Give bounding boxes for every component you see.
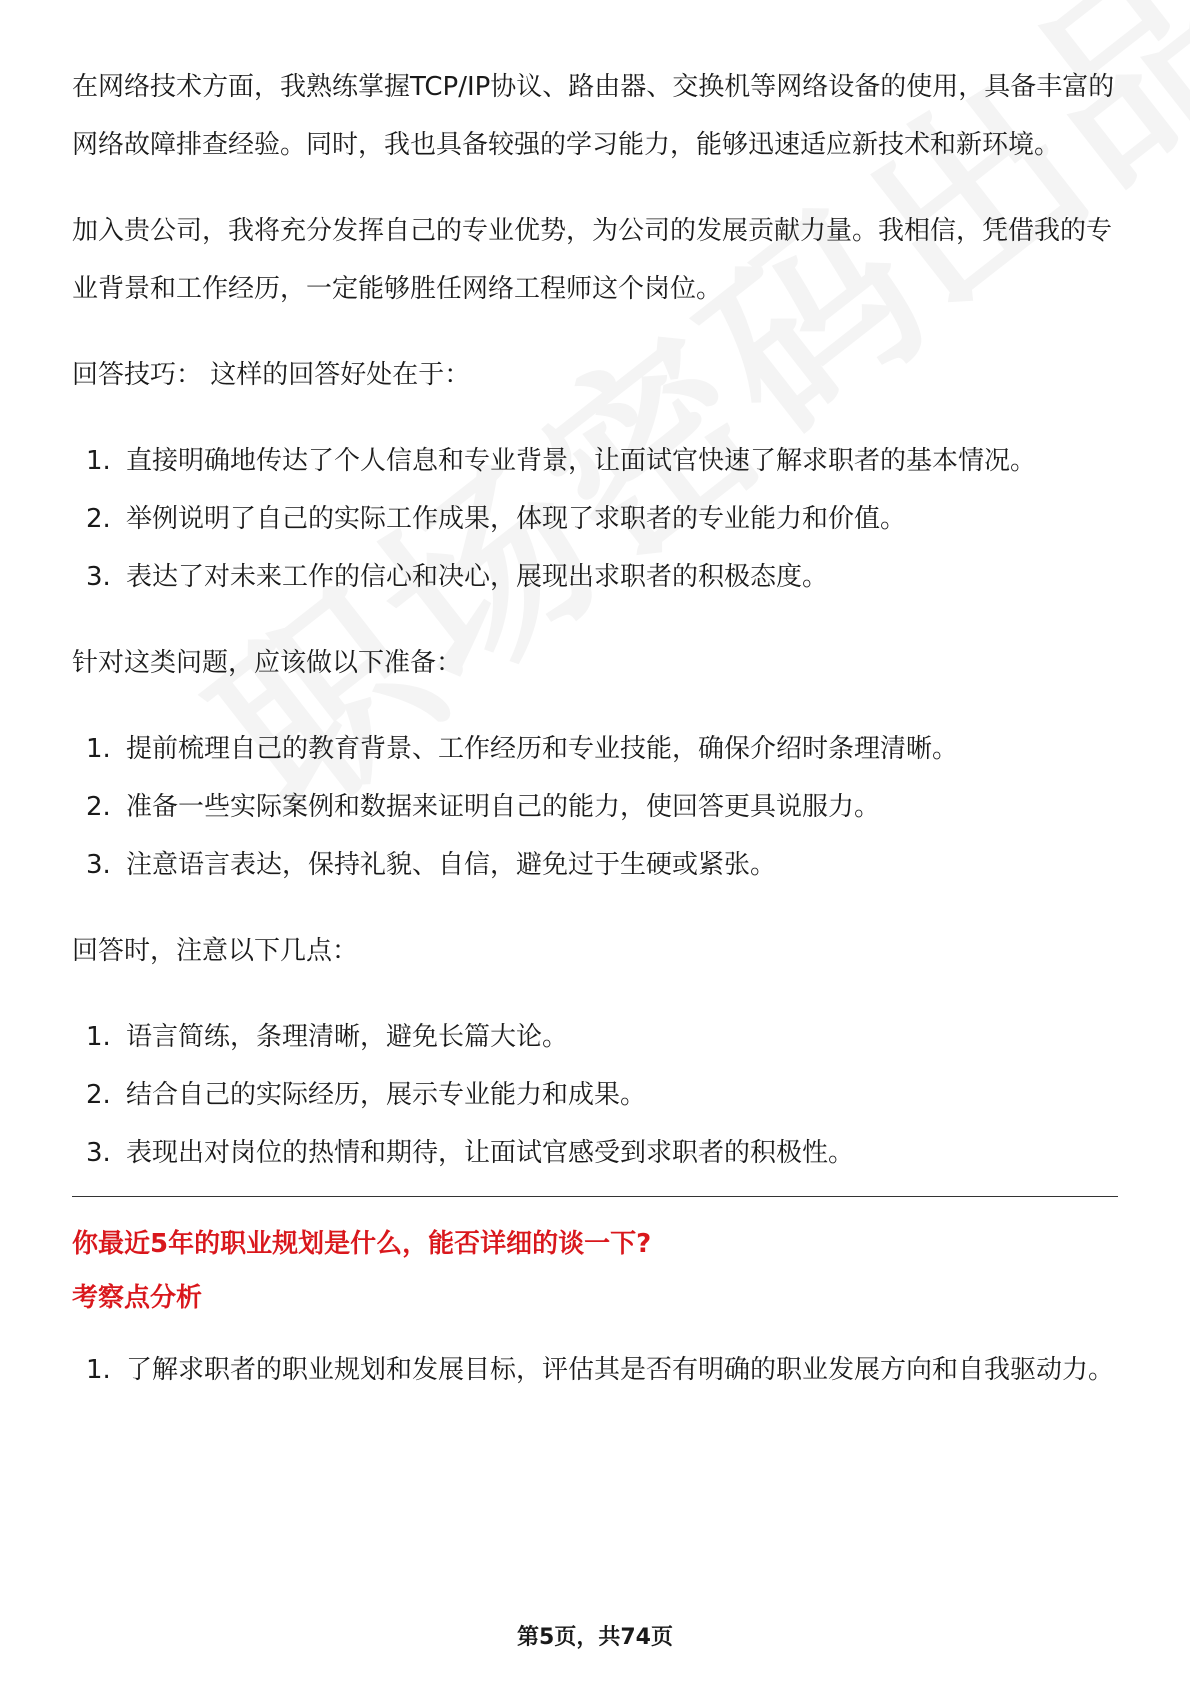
list-item: [72, 778, 1118, 836]
list-item: [72, 548, 1118, 606]
list-item: [72, 836, 1118, 894]
document-body: [72, 58, 1118, 1399]
list-text: 结合自己的实际经历，展示专业能力和成果。: [126, 1080, 647, 1110]
list-item: [72, 1341, 1118, 1399]
list-text: 表现出对岗位的热情和期待，让面试官感受到求职者的积极性。: [126, 1138, 855, 1168]
list-number: 1.: [86, 446, 111, 476]
list-text: 语言简练，条理清晰，避免长篇大论。: [126, 1022, 569, 1052]
list-number: 2.: [86, 504, 111, 534]
list-text: 提前梳理自己的教育背景、工作经历和专业技能，确保介绍时条理清晰。: [126, 734, 959, 764]
list-item: [72, 490, 1118, 548]
paragraph-preparation: 针对这类问题，应该做以下准备：: [72, 648, 463, 678]
list-number: 3.: [86, 850, 111, 880]
list-number: 2.: [86, 1080, 111, 1110]
list-number: 1.: [86, 734, 111, 764]
list-item: [72, 1124, 1118, 1182]
question-title: 你最近5年的职业规划是什么，能否详细的谈一下?: [72, 1229, 652, 1259]
list-item: [72, 720, 1118, 778]
paragraph-answer-notes: 回答时，注意以下几点：: [72, 936, 359, 966]
answer-notes-list: [72, 1008, 1118, 1182]
list-number: 1.: [86, 1022, 111, 1052]
preparation-list: [72, 720, 1118, 894]
paragraph-answer-tips: 回答技巧： 这样的回答好处在于：: [72, 360, 471, 390]
list-text: 直接明确地传达了个人信息和专业背景，让面试官快速了解求职者的基本情况。: [126, 446, 1037, 476]
list-number: 1.: [86, 1355, 111, 1385]
list-number: 3.: [86, 1138, 111, 1168]
list-text: 注意语言表达，保持礼貌、自信，避免过于生硬或紧张。: [126, 850, 777, 880]
answer-benefits-list: [72, 432, 1118, 606]
analysis-list: [72, 1341, 1118, 1399]
list-number: 2.: [86, 792, 111, 822]
list-text: 举例说明了自己的实际工作成果，体现了求职者的专业能力和价值。: [126, 504, 907, 534]
list-item: [72, 432, 1118, 490]
paragraph-join-company: 加入贵公司，我将充分发挥自己的专业优势，为公司的发展贡献力量。我相信，凭借我的专业背景和工作经历，一定能够胜任网络工程师这个岗位。: [72, 216, 1113, 304]
list-text: 了解求职者的职业规划和发展目标，评估其是否有明确的职业发展方向和自我驱动力。: [126, 1355, 1115, 1385]
list-item: [72, 1066, 1118, 1124]
analysis-subtitle: 考察点分析: [72, 1283, 203, 1313]
list-text: 准备一些实际案例和数据来证明自己的能力，使回答更具说服力。: [126, 792, 881, 822]
section-divider: [72, 1196, 1118, 1197]
list-number: 3.: [86, 562, 111, 592]
paragraph-network-skills: 在网络技术方面，我熟练掌握TCP/IP协议、路由器、交换机等网络设备的使用，具备丰富的网络故障排查经验。同时，我也具备较强的学习能力，能够迅速适应新技术和新环境。: [72, 72, 1115, 160]
list-item: [72, 1008, 1118, 1066]
page-number-footer: 第5页，共74页: [517, 1625, 673, 1650]
list-text: 表达了对未来工作的信心和决心，展现出求职者的积极态度。: [126, 562, 829, 592]
